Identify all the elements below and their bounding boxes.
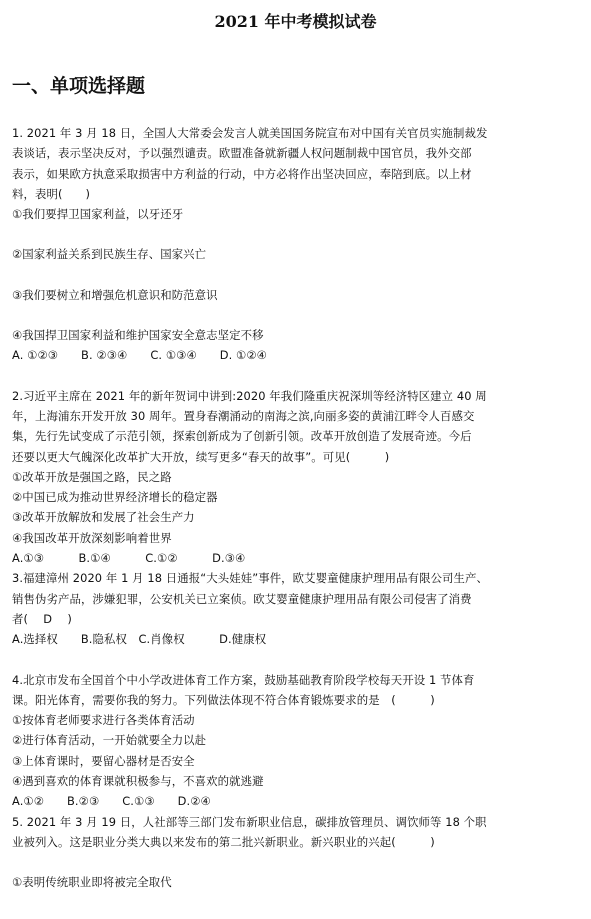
question-4 — [12, 670, 579, 812]
answer-options: A. ①②③ B. ②③④ C. ①③④ D. ①②④ — [12, 348, 267, 363]
question-stem-line: 1. 2021 年 3 月 18 日，全国人大常委会发言人就美国国务院宣布对中国有关官员实施制裁发 — [12, 126, 488, 140]
section-heading: 一、单项选择题 — [12, 75, 146, 97]
question-stem-line: 4.北京市发布全国首个中小学改进体育工作方案，鼓励基础教育阶段学校每天开设 1 节体育 — [12, 672, 475, 687]
question-stem-line: 表示，如果欧方执意采取损害中方利益的行动，中方必将作出坚决回应，奉陪到底。以上材 — [12, 166, 472, 181]
statement-item: ②中国已成为推动世界经济增长的稳定器 — [12, 490, 218, 505]
statement-item: ④我国捍卫国家利益和维护国家安全意志坚定不移 — [12, 328, 264, 343]
question-stem-line: 2.习近平主席在 2021 年的新年贺词中讲到:2020 年我们隆重庆祝深圳等经济特区建立 40 周 — [12, 388, 487, 403]
statement-item: ③上体育课时，要留心器材是否安全 — [12, 753, 195, 768]
question-stem-line: 表谈话，表示坚决反对，予以强烈谴责。欧盟准备就新疆人权问题制裁中国官员，我外交部 — [12, 146, 472, 161]
question-stem-line: 课。阳光体育，需要你我的努力。下列做法体现不符合体育锻炼要求的是 ( ) — [12, 692, 435, 707]
statement-item: ③我们要树立和增强危机意识和防范意识 — [12, 287, 218, 302]
statement-item: ④我国改革开放深刻影响着世界 — [12, 530, 172, 545]
question-2 — [12, 386, 579, 569]
question-stem-line: 料，表明( ) — [12, 186, 91, 201]
statement-item: ①改革开放是强国之路，民之路 — [12, 469, 172, 484]
answer-options: A.①③ B.①④ C.①② D.③④ — [12, 551, 246, 566]
statement-item: ①我们要捍卫国家利益，以牙还牙 — [12, 207, 184, 222]
answer-options: A.①② B.②③ C.①③ D.②④ — [12, 794, 211, 809]
question-stem-line: 还要以更大气魄深化改革扩大开放，续写更多“春天的故事”。可见( ) — [12, 449, 390, 464]
question-3 — [12, 568, 579, 649]
question-stem-line: 者( D ) — [12, 611, 72, 626]
question-1 — [12, 123, 579, 366]
statement-item: ②进行体育活动，一开始就要全力以赴 — [12, 733, 207, 748]
question-stem-line: 业被列入。这是职业分类大典以来发布的第二批兴新职业。新兴职业的兴起( ) — [12, 834, 435, 849]
question-stem-line: 5. 2021 年 3 月 19 日，人社部等三部门发布新职业信息，碳排放管理员、调饮师等 18 个职 — [12, 814, 487, 829]
question-stem-line: 年，上海浦东开发开放 30 周年。置身春潮涌动的南海之滨,向丽多姿的黄浦江畔令人百感交 — [12, 408, 475, 423]
statement-item: ④遇到喜欢的体育课就积极参与，不喜欢的就逃避 — [12, 774, 264, 789]
statement-item: ③改革开放解放和发展了社会生产力 — [12, 510, 195, 525]
statement-item: ①按体育老师要求进行各类体育活动 — [12, 713, 195, 728]
question-stem-line: 集，先行先试变成了示范引领，探索创新成为了创新引领。改革开放创造了发展奇迹。今后 — [12, 429, 472, 444]
document-title: 2021 年中考模拟试卷 — [214, 12, 377, 31]
question-5 — [12, 812, 579, 893]
answer-options: A.选择权 B.隐私权 C.肖像权 D.健康权 — [12, 632, 267, 647]
question-stem-line: 销售伪劣产品，涉嫌犯罪，公安机关已立案侦。欧艾婴童健康护理用品有限公司侵害了消费 — [12, 591, 472, 606]
statement-item: ①表明传统职业即将被完全取代 — [12, 875, 172, 890]
question-stem-line: 3.福建漳州 2020 年 1 月 18 日通报“大头娃娃”事件，欧艾婴童健康护理用品有限公司生产、 — [12, 571, 489, 586]
statement-item: ②国家利益关系到民族生存、国家兴亡 — [12, 247, 207, 262]
